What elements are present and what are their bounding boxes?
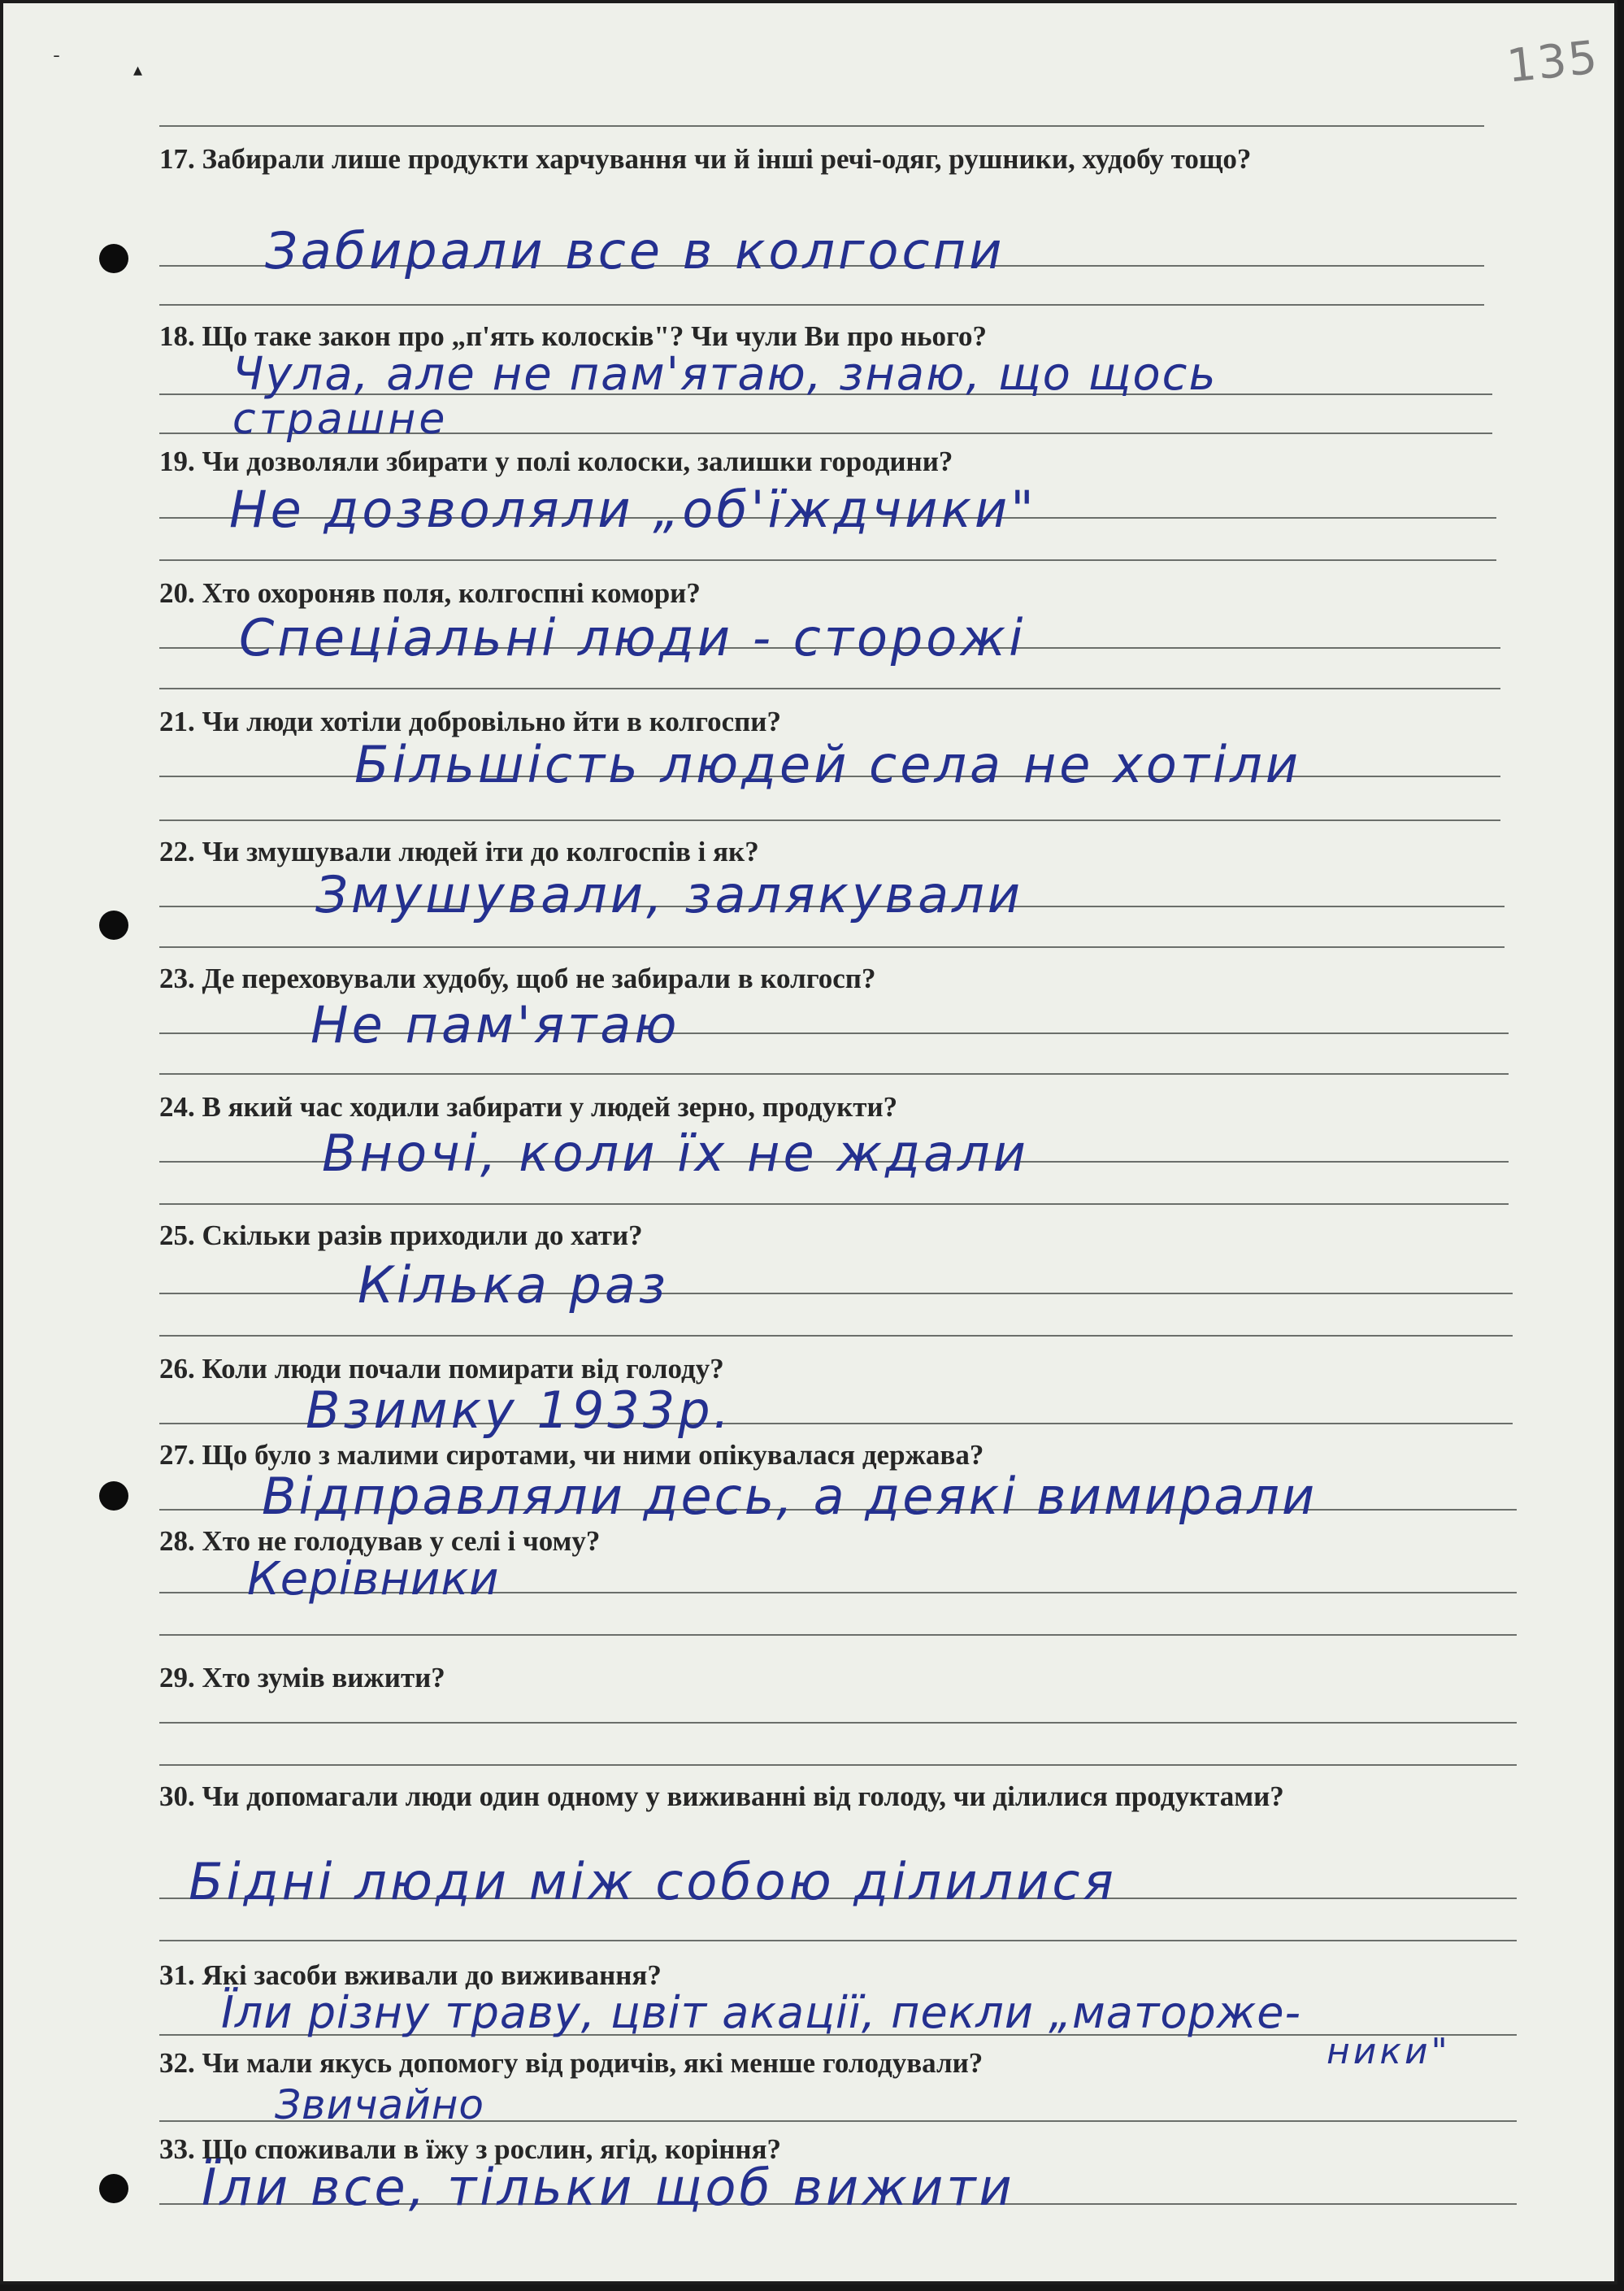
question-text: Чи допомагали люди один одному у виживанні від голоду, чи ділилися продуктами?	[202, 1780, 1284, 1812]
question-text: Хто зумів вижити?	[202, 1662, 445, 1693]
question-number: 26.	[159, 1353, 195, 1385]
ruled-line	[159, 688, 1500, 689]
question-number: 20.	[159, 577, 195, 609]
binder-hole	[99, 1481, 128, 1511]
ruled-line	[159, 819, 1500, 821]
corner-mark: ▴	[133, 60, 143, 80]
answer-26: Взимку 1933р.	[306, 1380, 733, 1440]
question-23	[159, 958, 1533, 1000]
answer-30: Бідні люди між собою ділилися	[189, 1852, 1117, 1911]
question-text: Чи змушували людей іти до колгоспів і як?	[202, 836, 759, 867]
binder-hole	[99, 2174, 128, 2203]
ruled-line	[159, 946, 1505, 948]
answer-25: Кілька раз	[358, 1255, 669, 1315]
question-25	[159, 1215, 1533, 1257]
question-number: 21.	[159, 706, 195, 737]
corner-mark: ˉ	[52, 54, 61, 74]
question-text: Які засоби вживали до виживання?	[202, 1959, 662, 1991]
question-24	[159, 1086, 1533, 1128]
question-text: Коли люди почали помирати від голоду?	[202, 1353, 724, 1385]
question-text: Скільки разів приходили до хати?	[202, 1219, 643, 1251]
question-number: 32.	[159, 2047, 195, 2079]
question-text: Чи мали якусь допомогу від родичів, які менше голодували?	[202, 2047, 984, 2079]
answer-27: Відправляли десь, а деякі вимирали	[262, 1467, 1318, 1526]
question-number: 29.	[159, 1662, 195, 1693]
question-number: 23.	[159, 963, 195, 994]
question-17	[159, 138, 1533, 180]
answer-18-continued: страшне	[232, 395, 449, 444]
question-number: 24.	[159, 1091, 195, 1123]
question-number: 25.	[159, 1219, 195, 1251]
question-text: Чи дозволяли збирати у полі колоски, залишки городини?	[202, 446, 953, 477]
question-text: Де переховували худобу, щоб не забирали в колгосп?	[202, 963, 876, 994]
question-number: 28.	[159, 1525, 195, 1557]
answer-32: Звичайно	[275, 2081, 484, 2128]
question-number: 33.	[159, 2133, 195, 2165]
question-number: 18.	[159, 320, 195, 352]
answer-20: Спеціальні люди - сторожі	[239, 608, 1027, 667]
question-number: 30.	[159, 1780, 195, 1812]
ruled-line	[159, 1940, 1517, 1941]
answer-24: Вночі, коли їх не ждали	[322, 1124, 1029, 1183]
answer-23: Не пам'ятаю	[310, 995, 680, 1054]
ruled-line	[159, 1073, 1509, 1075]
question-29	[159, 1657, 1533, 1699]
answer-18: Чула, але не пам'ятаю, знаю, що щось	[232, 348, 1218, 401]
binder-hole	[99, 244, 128, 273]
ruled-line	[159, 1764, 1517, 1766]
ruled-line	[159, 559, 1496, 561]
question-number: 19.	[159, 446, 195, 477]
answer-19: Не дозволяли „об'їждчики"	[229, 480, 1037, 539]
question-text: Хто охороняв поля, колгоспні комори?	[202, 577, 701, 609]
answer-31-continued: ники"	[1327, 2031, 1451, 2072]
question-number: 31.	[159, 1959, 195, 1991]
ruled-line	[159, 304, 1484, 306]
question-number: 22.	[159, 836, 195, 867]
ruled-line	[159, 1722, 1517, 1724]
question-number: 17.	[159, 143, 195, 175]
answer-31: Їли різну траву, цвіт акації, пекли „маторже-	[221, 1987, 1302, 2038]
question-text: Хто не голодував у селі і чому?	[202, 1525, 601, 1557]
ruled-line	[159, 1634, 1517, 1636]
question-19	[159, 441, 1533, 483]
answer-21: Більшість людей села не хотіли	[354, 735, 1302, 794]
answer-33: Їли все, тільки щоб вижити	[202, 2158, 1015, 2217]
ruled-line	[159, 1335, 1513, 1337]
question-30	[159, 1776, 1533, 1818]
answer-22: Змушували, залякували	[315, 865, 1023, 924]
answer-28: Керівники	[247, 1553, 500, 1606]
page-number: 135	[1504, 31, 1601, 93]
question-text: Забирали лише продукти харчування чи й інші речі-одяг, рушники, худобу тощо?	[202, 143, 1252, 175]
question-32	[159, 2042, 1533, 2085]
question-text: Що споживали в їжу з рослин, ягід, коріння?	[202, 2133, 782, 2165]
ruled-line	[159, 125, 1484, 127]
binder-hole	[99, 911, 128, 940]
answer-17: Забирали все в колгоспи	[265, 221, 1005, 280]
question-text: Що таке закон про „п'ять колосків"? Чи чули Ви про нього?	[202, 320, 987, 352]
question-text: В який час ходили забирати у людей зерно, продукти?	[202, 1091, 898, 1123]
ruled-line	[159, 1203, 1509, 1205]
question-text: Що було з малими сиротами, чи ними опікувалася держава?	[202, 1439, 984, 1471]
question-number: 27.	[159, 1439, 195, 1471]
question-text: Чи люди хотіли добровільно йти в колгоспи?	[202, 706, 781, 737]
